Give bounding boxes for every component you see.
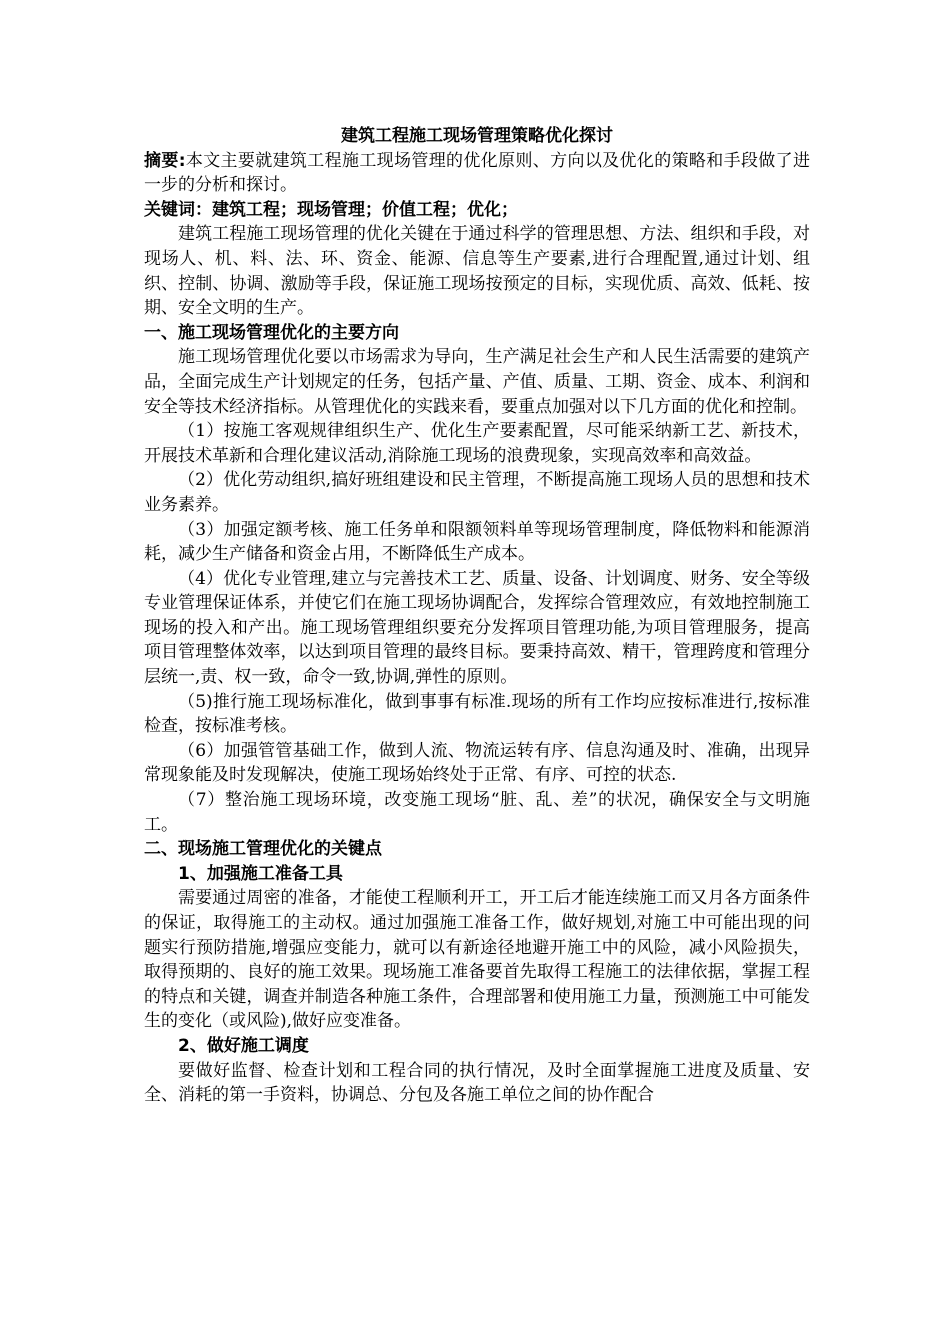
- abstract: [144, 149, 810, 198]
- abstract-text: 本文主要就建筑工程施工现场管理的优化原则、方向以及优化的策略和手段做了进一步的分析和探讨。: [144, 150, 810, 196]
- section-1-item: （6）加强管管基础工作，做到人流、物流运转有序、信息沟通及时、准确，出现异常现象能及时发现解决，使施工现场始终处于正常、有序、可控的状态.: [144, 740, 810, 786]
- section-1-item: （3）加强定额考核、施工任务单和限额领料单等现场管理制度，降低物料和能源消耗，减少生产储备和资金占用，不断降低生产成本。: [144, 519, 810, 565]
- section-2-heading: 二、现场施工管理优化的关键点: [144, 839, 382, 860]
- subsection-1-heading: 1、加强施工准备工具: [178, 863, 343, 884]
- subsection-1-text: 需要通过周密的准备，才能使工程顺利开工，开工后才能连续施工而又月各方面条件的保证，取得施工的主动权。通过加强施工准备工作，做好规划,对施工中可能出现的问题实行预防措施,增强应变能力，就可以有新途径地避开施工中的风险，减小风险损失，取得预期的、良好的施工效果。现场施工准备要首先取得工程施工的法律依据，掌握工程的特点和关键，调查并制造各种施工条件，合理部署和使用施工力量，预测施工中可能发生的变化（或风险),做好应变准备。: [144, 888, 810, 1032]
- section-1-item: （2）优化劳动组织,搞好班组建设和民主管理，不断提高施工现场人员的思想和技术业务素养。: [144, 470, 810, 515]
- abstract-label: 摘要:: [144, 150, 186, 171]
- section-1-item: （4）优化专业管理,建立与完善技术工艺、质量、设备、计划调度、财务、安全等级专业管理保证体系，并使它们在施工现场协调配合，发挥综合管理效应，有效地控制施工现场的投入和产出。施工现场管理组织要充分发挥项目管理功能,为项目管理服务，提高项目管理整体效率，以达到项目管理的最终目标。要秉持高效、精干，管理跨度和管理分层统一,责、权一致，命令一致,协调,弹性的原则。: [144, 568, 810, 688]
- subsection-2-heading: 2、做好施工调度: [178, 1035, 309, 1056]
- section-1-item: （7）整治施工现场环境，改变施工现场“脏、乱、差”的状况，确保安全与文明施工。: [144, 790, 810, 835]
- section-1-heading: 一、施工现场管理优化的主要方向: [144, 322, 399, 343]
- intro-paragraph: 建筑工程施工现场管理的优化关键在于通过科学的管理思想、方法、组织和手段，对现场人、机、料、法、环、资金、能源、信息等生产要素,进行合理配置,通过计划、组织、控制、协调、激励等手段，保证施工现场按预定的目标，实现优质、高效、低耗、按期、安全文明的生产。: [144, 224, 810, 319]
- subsection-2-text: 要做好监督、检查计划和工程合同的执行情况，及时全面掌握施工进度及质量、安全、消耗的第一手资料，协调总、分包及各施工单位之间的协作配合: [144, 1060, 810, 1106]
- section-1-item: （1）按施工客观规律组织生产、优化生产要素配置，尽可能采纳新工艺、新技术，开展技术革新和合理化建议活动,消除施工现场的浪费现象，实现高效率和高效益。: [144, 421, 810, 466]
- keywords: 关键词：建筑工程；现场管理；价值工程；优化；: [144, 199, 518, 220]
- document-title: 建筑工程施工现场管理策略优化探讨: [341, 126, 613, 146]
- document-page: [144, 124, 810, 1108]
- section-1-intro: 施工现场管理优化要以市场需求为导向，生产满足社会生产和人民生活需要的建筑产品，全面完成生产计划规定的任务，包括产量、产值、质量、工期、资金、成本、利润和安全等技术经济指标。从管理优化的实践来看，要重点加强对以下几方面的优化和控制。: [144, 347, 810, 417]
- section-1-item: （5)推行施工现场标准化，做到事事有标准.现场的所有工作均应按标准进行,按标准检查，按标准考核。: [144, 691, 810, 737]
